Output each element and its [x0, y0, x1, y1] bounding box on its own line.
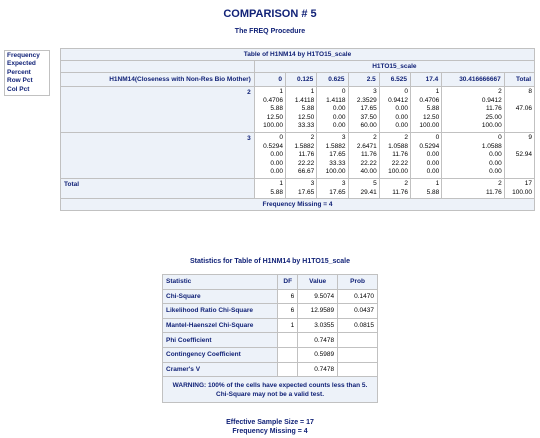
table-cell: 1 0.4706 5.88 12.50 100.00 [411, 87, 442, 133]
legend-item: Row Pct [7, 77, 33, 85]
value-cell: 3.0355 [298, 318, 338, 333]
df-cell: 6 [278, 289, 298, 304]
table-cell: 1 1.4118 5.88 12.50 33.33 [286, 87, 317, 133]
prob-cell [338, 347, 378, 362]
prob-cell [338, 333, 378, 348]
statistic-label: Likelihood Ratio Chi-Square [163, 304, 278, 319]
warning-note: WARNING: 100% of the cells have expected counts less than 5. Chi-Square may not be a valid test. [163, 377, 378, 403]
column-header: DF [278, 275, 298, 290]
table-cell: 2 1.5882 11.76 22.22 66.67 [286, 132, 317, 178]
column-header: Statistic [163, 275, 278, 290]
value-cell: 12.9589 [298, 304, 338, 319]
prob-cell [338, 362, 378, 377]
table-row [61, 132, 535, 178]
statistic-label: Cramer's V [163, 362, 278, 377]
legend-item: Percent [7, 68, 31, 76]
grand-total-cell: 17 100.00 [504, 178, 534, 198]
table-cell: 0 0.5294 0.00 0.00 0.00 [254, 132, 285, 178]
table-cell: 0 0.5294 0.00 0.00 0.00 [411, 132, 442, 178]
statistic-label: Contingency Coefficient [163, 347, 278, 362]
table-cell: 0 0.9412 0.00 0.00 0.00 [379, 87, 410, 133]
df-cell: 1 [278, 318, 298, 333]
effective-sample-size: Effective Sample Size = 17 [226, 419, 314, 426]
table-cell: 2 1.0588 11.76 22.22 100.00 [379, 132, 410, 178]
row-total-cell: 9 52.94 [504, 132, 534, 178]
table-cell: 1 0.4706 5.88 12.50 100.00 [254, 87, 285, 133]
statistic-label: Phi Coefficient [163, 333, 278, 348]
frequency-missing-note: Frequency Missing = 4 [61, 199, 535, 211]
table-row [163, 362, 378, 377]
table-row [163, 318, 378, 333]
total-cell: 2 11.76 [442, 178, 505, 198]
value-cell: 9.5074 [298, 289, 338, 304]
legend-item: Frequency [7, 52, 40, 59]
total-cell: 3 17.65 [317, 178, 348, 198]
value-cell: 0.5989 [298, 347, 338, 362]
legend-item: Col Pct [7, 85, 30, 93]
table-cell: 3 2.3529 17.65 37.50 60.00 [348, 87, 379, 133]
column-header: Value [298, 275, 338, 290]
table-row [163, 289, 378, 304]
value-cell: 0.7478 [298, 333, 338, 348]
table-row [163, 347, 378, 362]
legend-item: Expected [7, 60, 36, 68]
column-header: 6.525 [379, 73, 410, 87]
value-cell: 0.7478 [298, 362, 338, 377]
column-header: 30.416666667 [442, 73, 505, 87]
column-header: 0.125 [286, 73, 317, 87]
frequency-table [60, 48, 535, 211]
df-cell [278, 333, 298, 348]
table-row [163, 333, 378, 348]
row-variable-header: H1NM14(Closeness with Non-Res Bio Mother) [61, 73, 255, 87]
df-cell: 6 [278, 304, 298, 319]
table-row [163, 304, 378, 319]
prob-cell: 0.0437 [338, 304, 378, 319]
statistic-label: Chi-Square [163, 289, 278, 304]
column-header: 17.4 [411, 73, 442, 87]
total-cell: 1 5.88 [254, 178, 285, 198]
column-header: 0.625 [317, 73, 348, 87]
total-cell: 2 11.76 [379, 178, 410, 198]
total-row [61, 178, 535, 198]
column-header: 2.5 [348, 73, 379, 87]
df-cell [278, 347, 298, 362]
page-title: COMPARISON # 5 [223, 8, 317, 20]
footer-frequency-missing: Frequency Missing = 4 [232, 428, 308, 435]
row-label: 2 [61, 87, 255, 133]
total-row-label: Total [61, 178, 255, 198]
prob-cell: 0.0815 [338, 318, 378, 333]
df-cell [278, 362, 298, 377]
statistics-table [162, 274, 378, 403]
table-cell: 0 1.0588 0.00 0.00 0.00 [442, 132, 505, 178]
table-cell: 2 2.6471 11.76 22.22 40.00 [348, 132, 379, 178]
table-caption: Table of H1NM14 by H1TO15_scale [61, 49, 535, 61]
total-cell: 1 5.88 [411, 178, 442, 198]
column-header: 0 [254, 73, 285, 87]
total-cell: 5 29.41 [348, 178, 379, 198]
statistics-caption: Statistics for Table of H1NM14 by H1TO15_scale [189, 258, 351, 265]
row-total-cell: 8 47.06 [504, 87, 534, 133]
cell-contents-legend [4, 50, 50, 96]
table-cell: 2 0.9412 11.76 25.00 100.00 [442, 87, 505, 133]
row-label: 3 [61, 132, 255, 178]
table-cell: 0 1.4118 0.00 0.00 0.00 [317, 87, 348, 133]
table-row [61, 87, 535, 133]
column-header: Total [504, 73, 534, 87]
column-header: Prob [338, 275, 378, 290]
table-cell: 3 1.5882 17.65 33.33 100.00 [317, 132, 348, 178]
total-cell: 3 17.65 [286, 178, 317, 198]
prob-cell: 0.1470 [338, 289, 378, 304]
procedure-subtitle: The FREQ Procedure [234, 28, 306, 35]
statistic-label: Mantel-Haenszel Chi-Square [163, 318, 278, 333]
column-variable-header: H1TO15_scale [254, 61, 534, 73]
